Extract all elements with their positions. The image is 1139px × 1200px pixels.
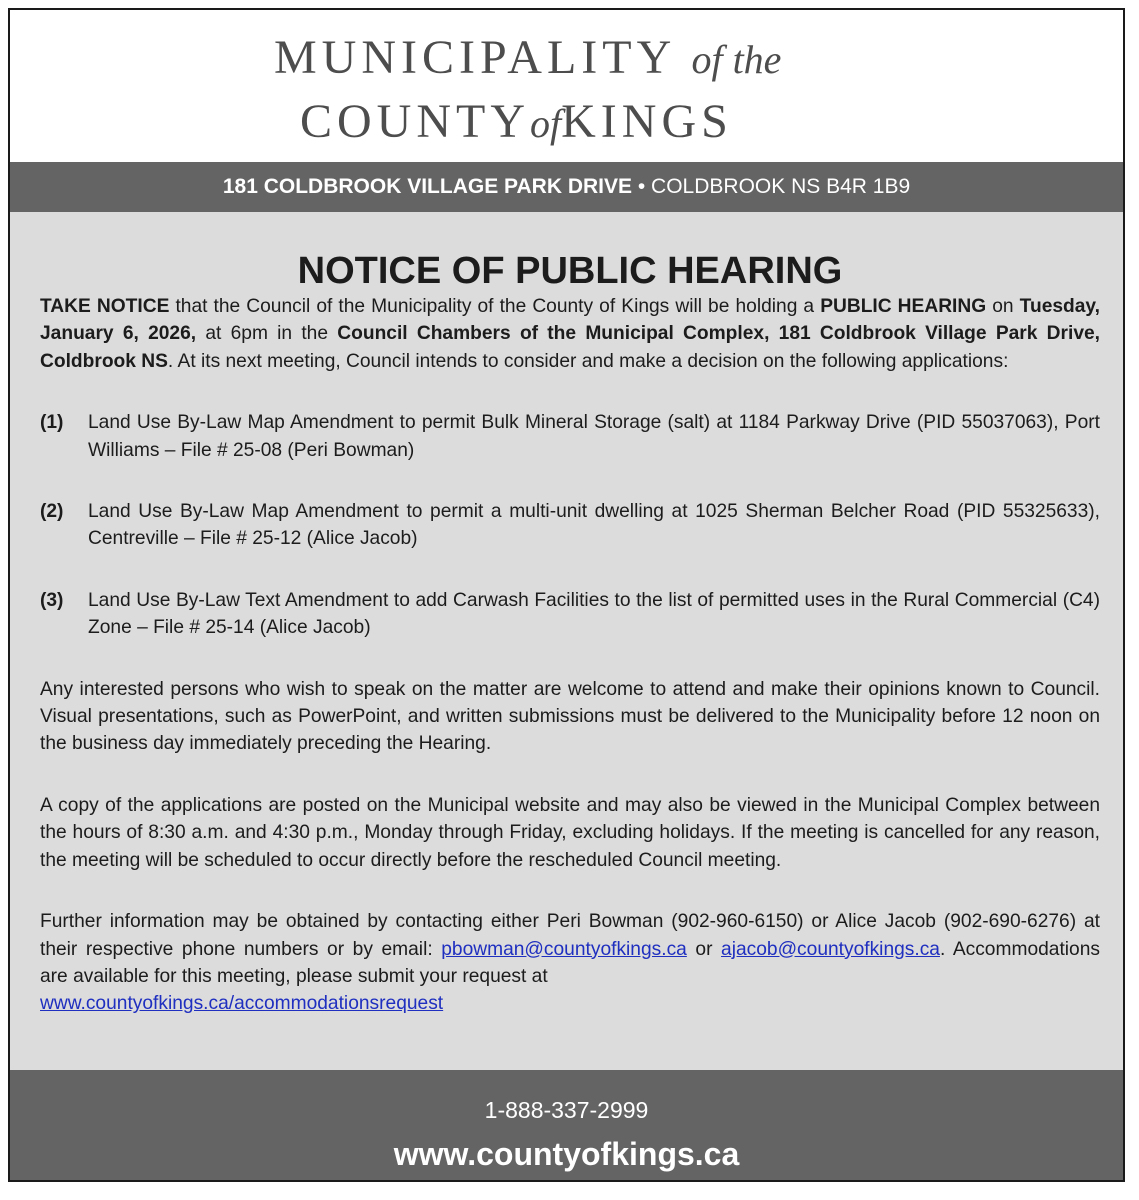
- logo-line-1: [274, 31, 782, 84]
- notice-title: NOTICE OF PUBLIC HEARING: [297, 250, 843, 292]
- accommodations-request-link[interactable]: www.countyofkings.ca/accommodationsrequest: [40, 993, 444, 1015]
- info-text-1: Further information may be obtained by contacting either Peri Bowman (902-960-6150) or Alice Jacob (902-690-6276) at their respective phone numbers or by email:: [40, 911, 1100, 960]
- email-link-pbowman[interactable]: pbowman@countyofkings.ca: [441, 938, 687, 960]
- info-paragraph: [40, 908, 1100, 1018]
- application-text: Land Use By-Law Map Amendment to permit Bulk Mineral Storage (salt) at 1184 Parkway Drive (PID 55037063), Port Williams – File # 25-08 (Peri Bowman): [88, 412, 1100, 461]
- hearing-location: Council Chambers of the Municipal Complex, 181 Coldbrook Village Park Drive, Coldbrook NS: [40, 323, 1100, 372]
- logo-line-2: [300, 95, 733, 148]
- footer-website: www.countyofkings.ca: [393, 1136, 740, 1172]
- application-number: (1): [40, 412, 64, 434]
- public-hearing-text: PUBLIC HEARING: [820, 296, 987, 317]
- logo-county-text: COUNTY: [300, 95, 530, 148]
- notice-body: [40, 212, 1100, 1018]
- address-bar: [10, 162, 1123, 212]
- hearing-date: Tuesday, January 6, 2026,: [40, 296, 1100, 345]
- logo-municipality-text: MUNICIPALITY: [274, 31, 675, 84]
- application-item-2: [40, 498, 1100, 553]
- application-number: (2): [40, 501, 64, 523]
- info-text-2: or: [686, 938, 722, 960]
- email-link-ajacob[interactable]: ajacob@countyofkings.ca: [721, 938, 940, 960]
- address-street: 181 COLDBROOK VILLAGE PARK DRIVE: [222, 175, 633, 198]
- logo-of-the-text: of the: [691, 37, 782, 82]
- application-item-1: [40, 409, 1100, 464]
- logo-kings-text: KINGS: [561, 95, 733, 148]
- application-item-3: [40, 587, 1100, 642]
- intro-text-3: at 6pm in the: [196, 323, 338, 345]
- application-text: Land Use By-Law Text Amendment to add Carwash Facilities to the list of permitted uses in the Rural Commercial (C4) Zone – File # 25-14 (Alice Jacob): [88, 589, 1100, 639]
- application-number: (3): [40, 589, 64, 611]
- info-text-3: . Accommodations are available for this meeting, please submit your request at: [40, 938, 1100, 987]
- footer-bar: [10, 1070, 1123, 1182]
- application-text: Land Use By-Law Map Amendment to permit a multi-unit dwelling at 1025 Sherman Belcher Road (PID 55325633), Centreville – File # 25-12 (Alice Jacob): [88, 501, 1100, 550]
- speak-paragraph: Any interested persons who wish to speak on the matter are welcome to attend and make their opinions known to Council. Visual presentations, such as PowerPoint, and written submissions must be delivered to the Municipality before 12 noon on the business day immediately preceding the Hearing.: [40, 678, 1100, 755]
- address-city: COLDBROOK NS B4R 1B9: [651, 175, 911, 198]
- logo-of-text: of: [530, 101, 562, 146]
- notice-frame: [8, 8, 1125, 1182]
- address-separator: •: [632, 175, 652, 198]
- copy-paragraph: A copy of the applications are posted on the Municipal website and may also be viewed in the Municipal Complex between the hours of 8:30 a.m. and 4:30 p.m., Monday through Friday, excluding holidays. If the meeting is cancelled for any reason, the meeting will be scheduled to occur directly before the rescheduled Council meeting.: [40, 794, 1100, 871]
- municipality-logo: [10, 10, 1123, 162]
- take-notice-text: TAKE NOTICE: [40, 296, 170, 317]
- intro-text-4: . At its next meeting, Council intends to consider and make a decision on the following applications:: [167, 350, 1009, 372]
- intro-text-1: that the Council of the Municipality of the County of Kings will be holding a: [169, 296, 821, 317]
- intro-text-2: on: [986, 296, 1020, 317]
- intro-paragraph: [40, 293, 1100, 375]
- footer-phone: 1-888-337-2999: [484, 1097, 649, 1123]
